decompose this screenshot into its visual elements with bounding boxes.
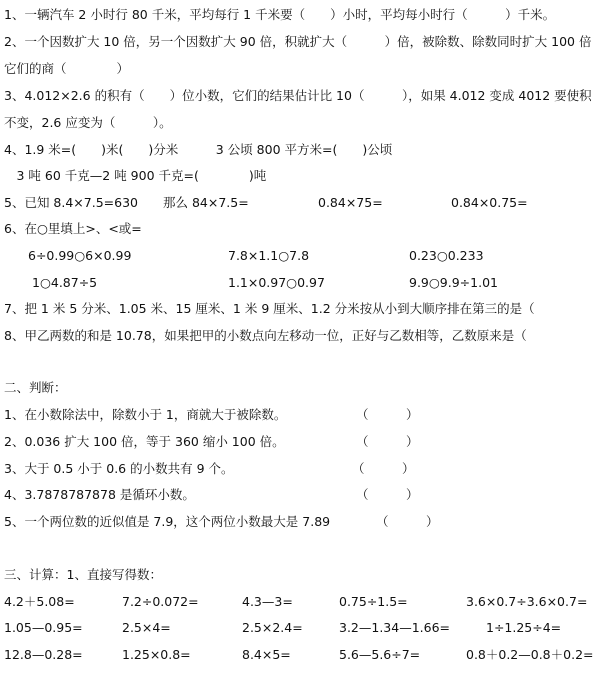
calc-item: 1.05—0.95=: [4, 620, 83, 635]
question-5-b: 0.84×75=: [318, 195, 383, 210]
question-8: 8、甲乙两数的和是 10.78，如果把甲的小数点向左移动一位，正好与乙数相等，乙数原来是（: [4, 328, 527, 343]
question-7: 7、把 1 米 5 分米、1.05 米、15 厘米、1 米 9 厘米、1.2 分米按从小到大顺序排在第三的是（: [4, 301, 535, 316]
question-1: 1、一辆汽车 2 小时行 80 千米，平均每行 1 千米要（ ）小时，平均每小时行（ ）千米。: [4, 7, 556, 22]
question-3: 3、4.012×2.6 的积有（ ）位小数，它们的结果估计比 10（ ），如果 4.012 变成 4012 要使积: [4, 88, 592, 103]
question-2-cont: 它们的商（ ）: [4, 61, 130, 76]
calc-item: 1÷1.25÷4=: [486, 620, 562, 635]
calc-item: 0.8＋0.2—0.8＋0.2=: [466, 647, 594, 662]
calc-item: 2.5×4=: [122, 620, 171, 635]
calc-item: 8.4×5=: [242, 647, 291, 662]
question-4: 4、1.9 米=( )米( )分米 3 公顷 800 平方米=( )公顷: [4, 142, 393, 157]
question-2: 2、一个因数扩大 10 倍，另一个因数扩大 90 倍，积就扩大（ ）倍，被除数、除数同时扩大 100 倍: [4, 34, 592, 49]
question-5-a: 5、已知 8.4×7.5=630 那么 84×7.5=: [4, 195, 249, 210]
judge-blank: （ ）: [352, 461, 415, 476]
question-5-c: 0.84×0.75=: [451, 195, 528, 210]
compare-item: 1○4.87÷5: [32, 275, 98, 290]
question-6-title: 6、在○里填上>、<或=: [4, 221, 142, 236]
calc-item: 5.6—5.6÷7=: [339, 647, 421, 662]
calc-item: 4.2＋5.08=: [4, 594, 75, 609]
judge-item: 1、在小数除法中，除数小于 1，商就大于被除数。: [4, 407, 287, 422]
compare-item: 7.8×1.1○7.8: [228, 248, 310, 263]
judge-item: 4、3.7878787878 是循环小数。: [4, 487, 195, 502]
judge-blank: （ ）: [356, 407, 419, 422]
section-2-title: 二、判断：: [4, 380, 67, 395]
calc-item: 0.75÷1.5=: [339, 594, 408, 609]
calc-item: 12.8—0.28=: [4, 647, 83, 662]
compare-item: 0.23○0.233: [409, 248, 484, 263]
judge-blank: （ ）: [356, 487, 419, 502]
calc-item: 3.6×0.7÷3.6×0.7=: [466, 594, 588, 609]
judge-item: 2、0.036 扩大 100 倍，等于 360 缩小 100 倍。: [4, 434, 285, 449]
calc-item: 3.2—1.34—1.66=: [339, 620, 451, 635]
question-3-cont: 不变，2.6 应变为（ ）。: [4, 115, 172, 130]
judge-item: 5、一个两位数的近似值是 7.9，这个两位小数最大是 7.89: [4, 514, 331, 529]
judge-blank: （ ）: [376, 514, 439, 529]
calc-item: 4.3—3=: [242, 594, 293, 609]
compare-item: 9.9○9.9÷1.01: [409, 275, 498, 290]
compare-item: 1.1×0.97○0.97: [228, 275, 325, 290]
section-3-title: 三、计算：1、直接写得数：: [4, 567, 162, 582]
calc-item: 1.25×0.8=: [122, 647, 191, 662]
judge-item: 3、大于 0.5 小于 0.6 的小数共有 9 个。: [4, 461, 234, 476]
question-4-cont: 3 吨 60 千克—2 吨 900 千克=( )吨: [4, 168, 267, 183]
judge-blank: （ ）: [356, 434, 419, 449]
compare-item: 6÷0.99○6×0.99: [28, 248, 132, 263]
calc-item: 7.2÷0.072=: [122, 594, 199, 609]
calc-item: 2.5×2.4=: [242, 620, 303, 635]
